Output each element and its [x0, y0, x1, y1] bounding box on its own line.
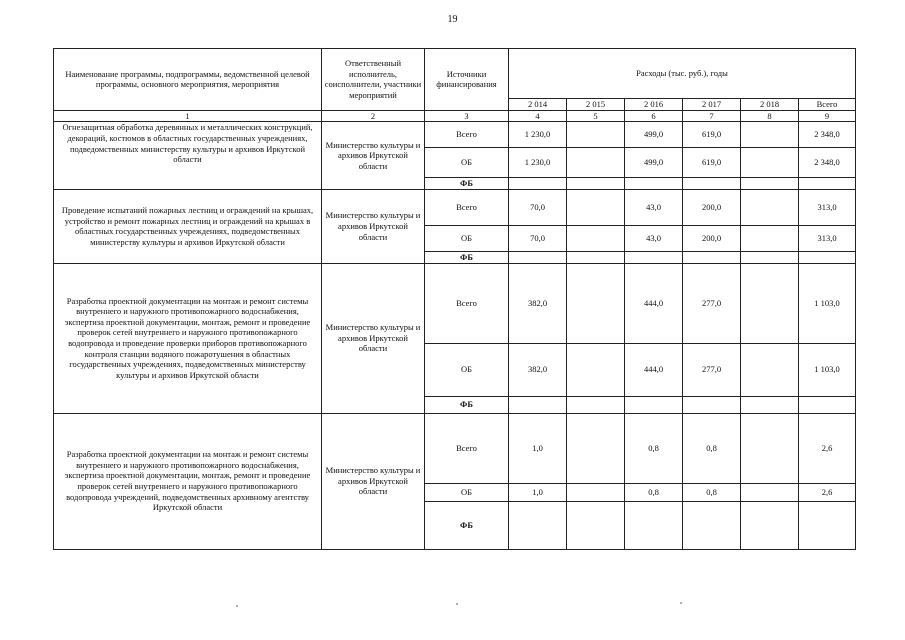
source-label: ОБ	[425, 225, 509, 251]
value-cell	[741, 396, 799, 413]
measure-name: Проведение испытаний пожарных лестниц и ограждений на крышах, устройство и ремонт пожарных лестниц и ограждений на крышах в областных государственных учреждениях, подведомственных министерству культуры и архивов Иркутской области	[54, 189, 322, 263]
scan-speck	[680, 602, 682, 604]
value-cell: 382,0	[509, 343, 567, 396]
value-cell	[625, 178, 683, 190]
value-cell: 43,0	[625, 225, 683, 251]
value-cell	[567, 178, 625, 190]
page-number: 19	[447, 14, 458, 25]
value-cell	[741, 413, 799, 483]
header-year: 2 016	[625, 99, 683, 111]
value-cell: 0,8	[625, 413, 683, 483]
value-cell: 0,8	[683, 483, 741, 501]
value-cell	[567, 483, 625, 501]
value-cell	[683, 178, 741, 190]
value-cell	[683, 396, 741, 413]
col-number: 8	[741, 110, 799, 122]
value-cell	[567, 263, 625, 343]
value-cell	[799, 396, 856, 413]
value-cell	[741, 122, 799, 148]
value-cell: 444,0	[625, 343, 683, 396]
value-cell	[741, 251, 799, 263]
value-cell: 2 348,0	[799, 148, 856, 178]
value-cell	[741, 263, 799, 343]
source-label: ОБ	[425, 148, 509, 178]
value-cell	[509, 178, 567, 190]
value-cell	[567, 413, 625, 483]
table-row	[54, 413, 856, 483]
source-label: ФБ	[425, 501, 509, 549]
value-cell	[567, 343, 625, 396]
source-label: ОБ	[425, 483, 509, 501]
value-cell	[567, 501, 625, 549]
value-cell: 499,0	[625, 148, 683, 178]
value-cell	[567, 225, 625, 251]
value-cell: 1 103,0	[799, 343, 856, 396]
header-year: 2 017	[683, 99, 741, 111]
col-number: 5	[567, 110, 625, 122]
value-cell	[683, 251, 741, 263]
scan-speck	[456, 603, 458, 605]
budget-table	[53, 48, 856, 550]
value-cell: 277,0	[683, 343, 741, 396]
measure-name: Огнезащитная обработка деревянных и металлических конструкций, декораций, костюмов в областных государственных учреждениях, подведомственных министерству культуры и архивов Иркутской области	[54, 122, 322, 190]
col-number: 7	[683, 110, 741, 122]
col-number: 1	[54, 110, 322, 122]
value-cell: 277,0	[683, 263, 741, 343]
value-cell	[741, 148, 799, 178]
value-cell	[799, 251, 856, 263]
source-label: ФБ	[425, 251, 509, 263]
value-cell: 2,6	[799, 483, 856, 501]
value-cell	[799, 178, 856, 190]
source-label: ФБ	[425, 396, 509, 413]
value-cell: 619,0	[683, 122, 741, 148]
header-name-col: Наименование программы, подпрограммы, ведомственной целевой программы, основного мероприятия, мероприятия	[54, 49, 322, 111]
header-year: 2 018	[741, 99, 799, 111]
value-cell	[683, 501, 741, 549]
value-cell	[509, 501, 567, 549]
header-expenses-col: Расходы (тыс. руб.), годы	[509, 49, 856, 99]
value-cell: 382,0	[509, 263, 567, 343]
measure-executor: Министерство культуры и архивов Иркутской области	[322, 263, 425, 413]
header-year-total: Всего	[799, 99, 856, 111]
table-row	[54, 263, 856, 343]
scan-speck	[236, 605, 238, 607]
col-number: 3	[425, 110, 509, 122]
value-cell: 200,0	[683, 225, 741, 251]
measure-executor: Министерство культуры и архивов Иркутской области	[322, 413, 425, 549]
header-executor-col: Ответственный исполнитель, соисполнители, участники мероприятий	[322, 49, 425, 111]
col-number: 4	[509, 110, 567, 122]
header-year: 2 015	[567, 99, 625, 111]
value-cell: 1 230,0	[509, 148, 567, 178]
value-cell	[625, 501, 683, 549]
col-number: 9	[799, 110, 856, 122]
value-cell: 619,0	[683, 148, 741, 178]
value-cell	[741, 501, 799, 549]
value-cell	[741, 178, 799, 190]
value-cell	[567, 148, 625, 178]
measure-executor: Министерство культуры и архивов Иркутской области	[322, 122, 425, 190]
value-cell	[799, 501, 856, 549]
value-cell	[741, 225, 799, 251]
value-cell	[509, 396, 567, 413]
value-cell	[567, 251, 625, 263]
value-cell	[741, 343, 799, 396]
source-label: ФБ	[425, 178, 509, 190]
measure-executor: Министерство культуры и архивов Иркутской области	[322, 189, 425, 263]
value-cell: 313,0	[799, 189, 856, 225]
source-label: Всего	[425, 263, 509, 343]
header-source-col: Источники финансирования	[425, 49, 509, 111]
value-cell: 499,0	[625, 122, 683, 148]
source-label: Всего	[425, 413, 509, 483]
value-cell: 2 348,0	[799, 122, 856, 148]
value-cell: 70,0	[509, 189, 567, 225]
value-cell	[741, 189, 799, 225]
col-number: 2	[322, 110, 425, 122]
measure-name: Разработка проектной документации на монтаж и ремонт системы внутреннего и наружного противопожарного водоснабжения, экспертиза проектной документации, монтаж, ремонт и проведение проверок сетей внутреннего и наружного противопожарного водопровода и проведение проверки приборов противопожарного контроля станции водяного пожаротушения в областных государственных учреждениях, подведомственных министерству культуры и архивов Иркутской области	[54, 263, 322, 413]
header-year: 2 014	[509, 99, 567, 111]
value-cell: 0,8	[683, 413, 741, 483]
value-cell: 0,8	[625, 483, 683, 501]
value-cell: 43,0	[625, 189, 683, 225]
value-cell	[509, 251, 567, 263]
value-cell: 1,0	[509, 413, 567, 483]
value-cell: 70,0	[509, 225, 567, 251]
value-cell: 1,0	[509, 483, 567, 501]
value-cell: 1 230,0	[509, 122, 567, 148]
value-cell: 2,6	[799, 413, 856, 483]
value-cell	[625, 396, 683, 413]
source-label: Всего	[425, 189, 509, 225]
value-cell	[567, 122, 625, 148]
value-cell	[625, 251, 683, 263]
table-row	[54, 189, 856, 225]
measure-name: Разработка проектной документации на монтаж и ремонт системы внутреннего и наружного противопожарного водоснабжения, экспертиза проектной документации, монтаж, ремонт и проведение проверок сетей внутреннего и наружного противопожарного водопровода учреждений, подведомственных архивному агентству Иркутской области	[54, 413, 322, 549]
value-cell	[567, 189, 625, 225]
table-row	[54, 122, 856, 148]
value-cell	[741, 483, 799, 501]
value-cell: 313,0	[799, 225, 856, 251]
value-cell: 200,0	[683, 189, 741, 225]
value-cell	[567, 396, 625, 413]
source-label: ОБ	[425, 343, 509, 396]
value-cell: 1 103,0	[799, 263, 856, 343]
value-cell: 444,0	[625, 263, 683, 343]
col-number: 6	[625, 110, 683, 122]
source-label: Всего	[425, 122, 509, 148]
